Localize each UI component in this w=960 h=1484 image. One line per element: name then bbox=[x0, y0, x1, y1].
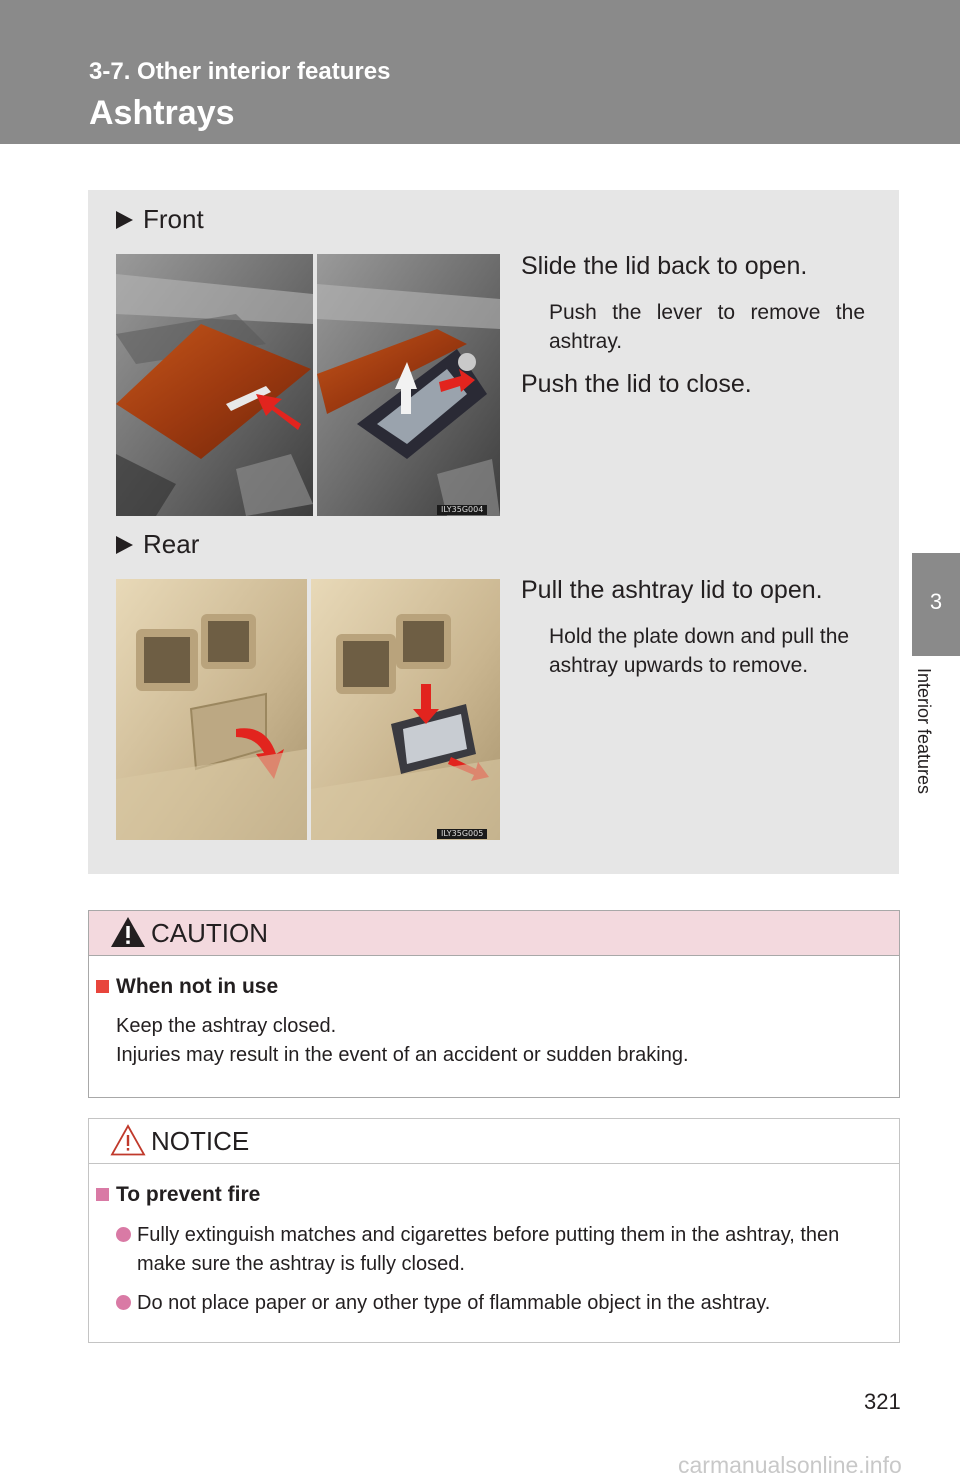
rear-step-open: Pull the ashtray lid to open. bbox=[521, 576, 823, 604]
caution-label: CAUTION bbox=[151, 918, 268, 948]
rear-remove-note: Hold the plate down and pull the ashtray upwards to remove. bbox=[549, 625, 850, 677]
front-image-code: ILY35G004 bbox=[437, 505, 487, 515]
rear-heading bbox=[116, 529, 199, 560]
circle-bullet-icon bbox=[116, 1295, 131, 1310]
caution-heading-text: When not in use bbox=[116, 975, 279, 998]
notice-bullet-2-text: Do not place paper or any other type of flammable object in the ashtray. bbox=[137, 1292, 771, 1314]
triangle-bullet-icon bbox=[116, 536, 133, 554]
notice-header bbox=[89, 1119, 899, 1164]
section-title: 3-7. Other interior features bbox=[89, 58, 391, 85]
triangle-bullet-icon bbox=[116, 211, 133, 229]
chapter-number: 3 bbox=[929, 589, 943, 614]
front-heading-text: Front bbox=[143, 204, 204, 234]
notice-box bbox=[88, 1118, 900, 1343]
rear-heading-text: Rear bbox=[143, 529, 200, 559]
notice-heading bbox=[96, 1183, 260, 1207]
front-remove-note: Push the lever to remove the ashtray. bbox=[549, 301, 865, 353]
caution-heading bbox=[96, 975, 278, 999]
chapter-label: Interior features bbox=[914, 668, 934, 795]
caution-line-2: Injuries may result in the event of an accident or sudden braking. bbox=[116, 1044, 689, 1066]
page-title: Ashtrays bbox=[89, 94, 235, 132]
front-heading bbox=[116, 204, 204, 235]
page-number: 321 bbox=[864, 1389, 901, 1414]
warning-triangle-outline-icon bbox=[110, 1124, 146, 1161]
square-bullet-icon bbox=[96, 1188, 109, 1201]
watermark-text: carmanualsonline.info bbox=[678, 1452, 902, 1478]
page-header bbox=[0, 0, 960, 144]
front-lid-open-photo bbox=[317, 254, 500, 516]
notice-heading-text: To prevent fire bbox=[116, 1183, 261, 1206]
notice-bullet-1 bbox=[116, 1221, 891, 1279]
notice-bullet-1-text: Fully extinguish matches and cigarettes before putting them in the ashtray, then make sure the ashtray is fully closed. bbox=[137, 1224, 840, 1275]
caution-box bbox=[88, 910, 900, 1098]
notice-label: NOTICE bbox=[151, 1126, 250, 1156]
front-step-open: Slide the lid back to open. bbox=[521, 252, 808, 280]
front-step-close: Push the lid to close. bbox=[521, 370, 752, 398]
circle-bullet-icon bbox=[116, 1227, 131, 1242]
caution-line-1: Keep the ashtray closed. bbox=[116, 1015, 337, 1037]
rear-lid-open-photo bbox=[311, 579, 500, 840]
rear-image-code: ILY35G005 bbox=[437, 829, 487, 839]
caution-header bbox=[89, 911, 899, 956]
notice-bullet-2 bbox=[116, 1289, 891, 1318]
rear-lid-closed-photo bbox=[116, 579, 307, 840]
warning-triangle-icon bbox=[110, 916, 146, 953]
square-bullet-icon bbox=[96, 980, 109, 993]
chapter-tab[interactable] bbox=[912, 553, 960, 656]
front-lid-closed-photo bbox=[116, 254, 313, 516]
chapter-label-container bbox=[913, 668, 947, 828]
